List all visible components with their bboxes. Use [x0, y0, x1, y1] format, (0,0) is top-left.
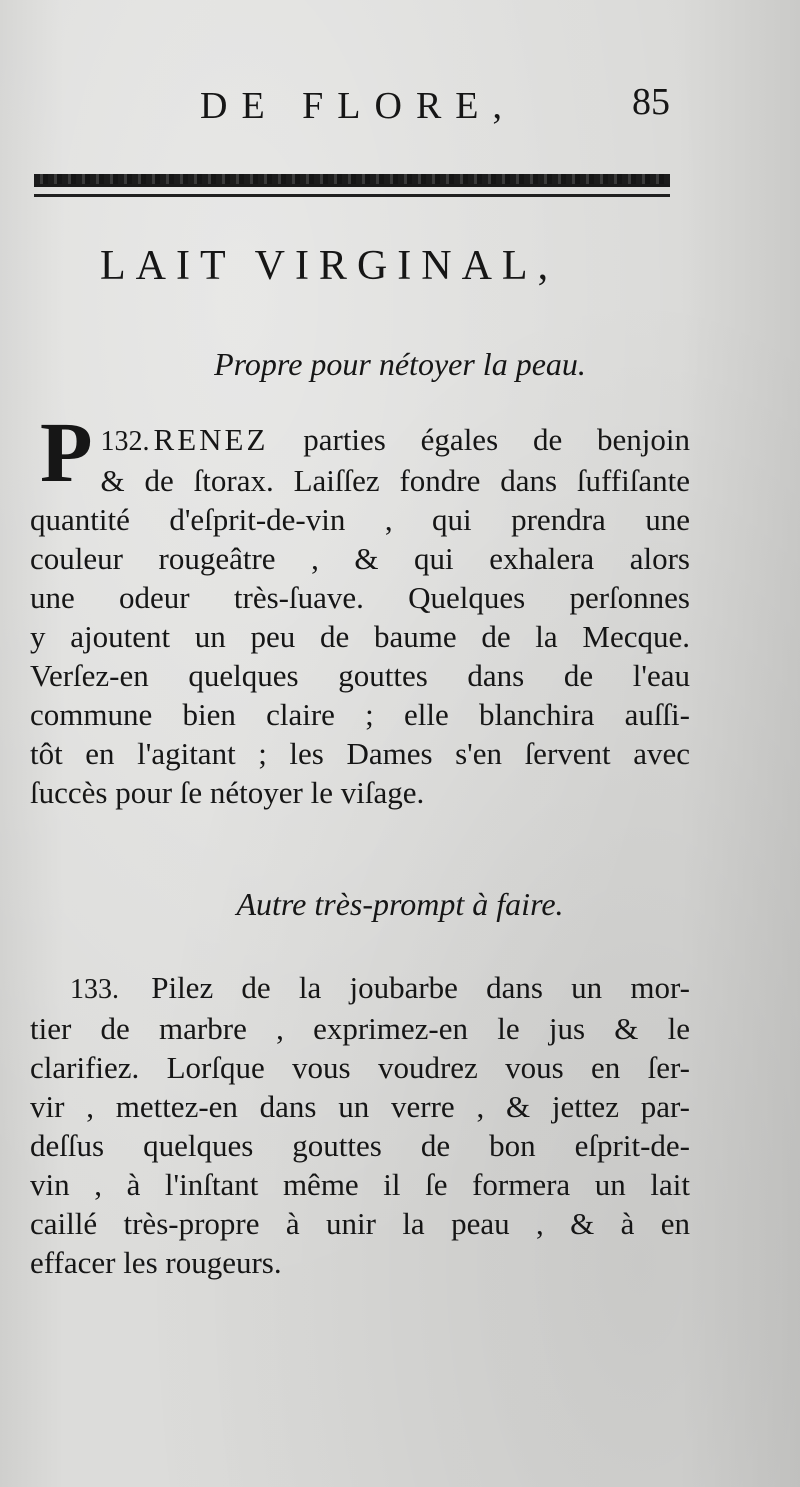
- recipe-132: [30, 404, 690, 812]
- text-line: tôt en l'agitant ; les Dames s'en ſervent avec: [30, 736, 690, 771]
- text-line: y ajoutent un peu de baume de la Mecque.: [30, 619, 690, 654]
- text-line: clarifiez. Lorſque vous voudrez vous en ſer-: [30, 1050, 690, 1085]
- rule-underline: [34, 194, 670, 197]
- text-line: deſſus quelques gouttes de bon eſprit-de-: [30, 1128, 690, 1163]
- recipe-133: [30, 968, 690, 1282]
- text-line: quantité d'eſprit-de-vin , qui prendra une: [30, 502, 690, 537]
- running-head: DE FLORE,: [200, 85, 516, 127]
- text-line: vir , mettez-en dans un verre , & jettez par-: [30, 1089, 690, 1124]
- recipe-133-number: 133.: [70, 974, 119, 1005]
- other-recipe-heading: Autre très-prompt à faire.: [236, 886, 564, 922]
- page-number: 85: [632, 81, 670, 123]
- recipe-132-lead: RENEZ: [153, 422, 269, 457]
- text-line: [30, 968, 690, 1009]
- text-line: ſuccès pour ſe nétoyer le viſage.: [30, 775, 425, 810]
- text-line: vin , à l'inſtant même il ſe formera un lait: [30, 1167, 690, 1202]
- section-subtitle: Propre pour nétoyer la peau.: [214, 346, 586, 382]
- ornamental-rule: [34, 174, 670, 187]
- text-line: & de ſtorax. Laiſſez fondre dans ſuffiſante: [100, 463, 690, 498]
- section-title: LAIT VIRGINAL,: [100, 243, 559, 289]
- recipe-132-text: parties égales de benjoin: [303, 422, 690, 457]
- recipe-132-number: 132.: [100, 426, 150, 457]
- text-line: couleur rougeâtre , & qui exhalera alors: [30, 541, 690, 576]
- text-line: effacer les rougeurs.: [30, 1245, 282, 1280]
- text-line: Verſez-en quelques gouttes dans de l'eau: [30, 658, 690, 693]
- drop-cap: P: [40, 404, 93, 500]
- recipe-133-text: Pilez de la joubarbe dans un mor-: [151, 970, 690, 1005]
- text-line: commune bien claire ; elle blanchira auſſi-: [30, 697, 690, 732]
- text-line: caillé très-propre à unir la peau , & à en: [30, 1206, 690, 1241]
- text-line: tier de marbre , exprimez-en le jus & le: [30, 1011, 690, 1046]
- text-line: une odeur très-ſuave. Quelques perſonnes: [30, 580, 690, 615]
